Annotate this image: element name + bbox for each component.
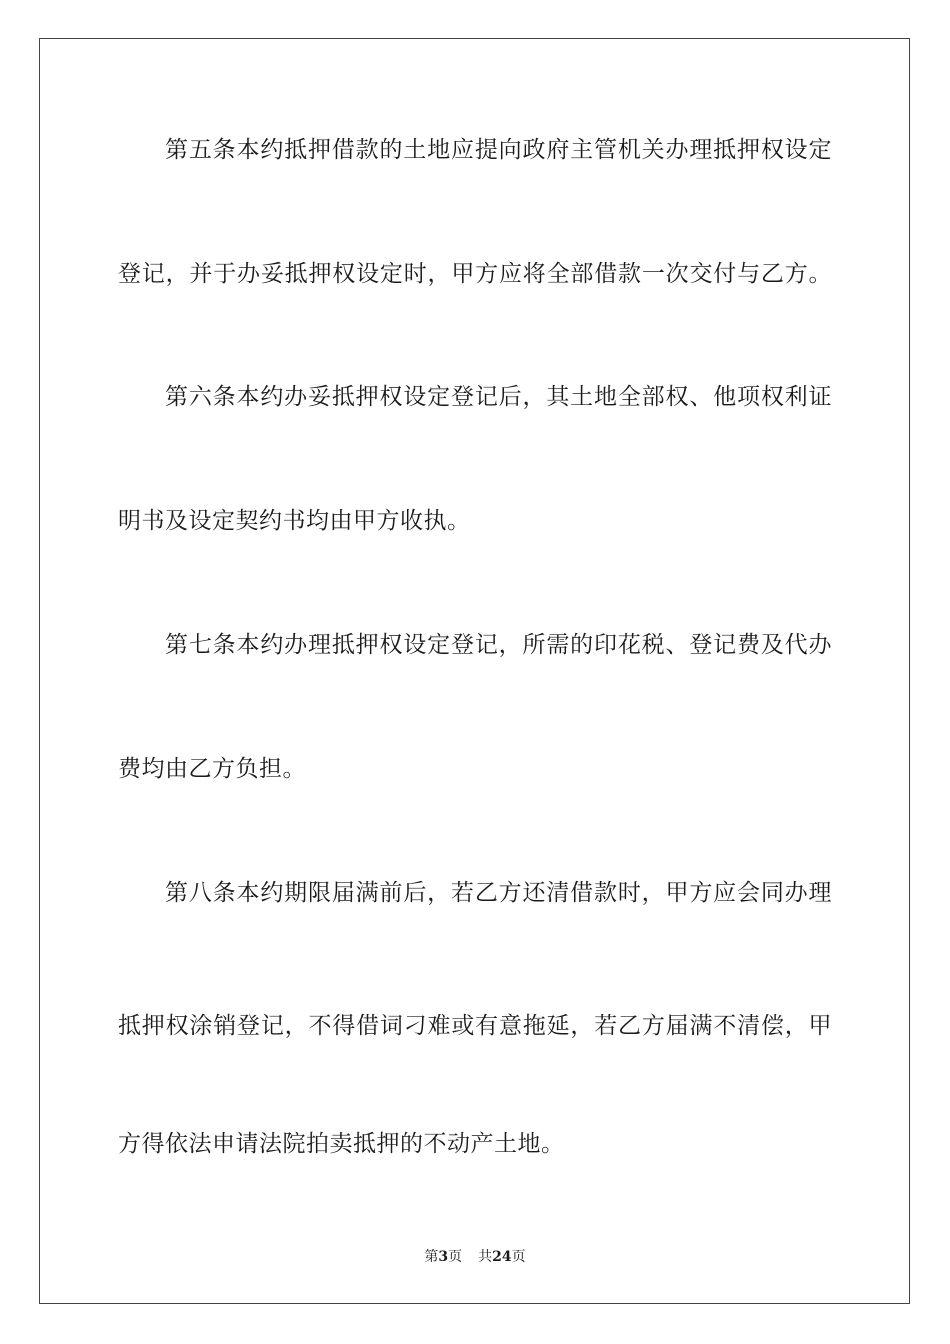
paragraph-7-line-1: 第七条本约办理抵押权设定登记，所需的印花税、登记费及代办 [165, 632, 832, 658]
total-prefix: 共 [478, 1249, 493, 1265]
paragraph-8-line-1: 第八条本约期限届满前后，若乙方还清借款时，甲方应会同办理 [165, 880, 832, 906]
paragraph-6-line-2: 明书及设定契约书均由甲方收执。 [118, 508, 471, 534]
page-footer [0, 1248, 950, 1266]
paragraph-8-line-3: 方得依法申请法院拍卖抵押的不动产土地。 [118, 1131, 565, 1157]
paragraph-8-line-2: 抵押权涂销登记，不得借词刁难或有意拖延，若乙方届满不清偿，甲 [118, 1013, 832, 1039]
paragraph-6-line-1: 第六条本约办妥抵押权设定登记后，其土地全部权、他项权利证 [165, 384, 832, 410]
paragraph-7-line-2: 费均由乙方负担。 [118, 756, 306, 782]
paragraph-5-line-2: 登记，并于办妥抵押权设定时，甲方应将全部借款一次交付与乙方。 [118, 261, 832, 287]
page-border [39, 38, 910, 1304]
page-prefix: 第 [424, 1249, 439, 1265]
page-suffix: 页 [448, 1249, 463, 1265]
total-suffix: 页 [511, 1249, 526, 1265]
total-pages: 24 [492, 1249, 512, 1265]
paragraph-5-line-1: 第五条本约抵押借款的土地应提向政府主管机关办理抵押权设定 [165, 137, 832, 163]
page-number: 3 [438, 1249, 449, 1265]
